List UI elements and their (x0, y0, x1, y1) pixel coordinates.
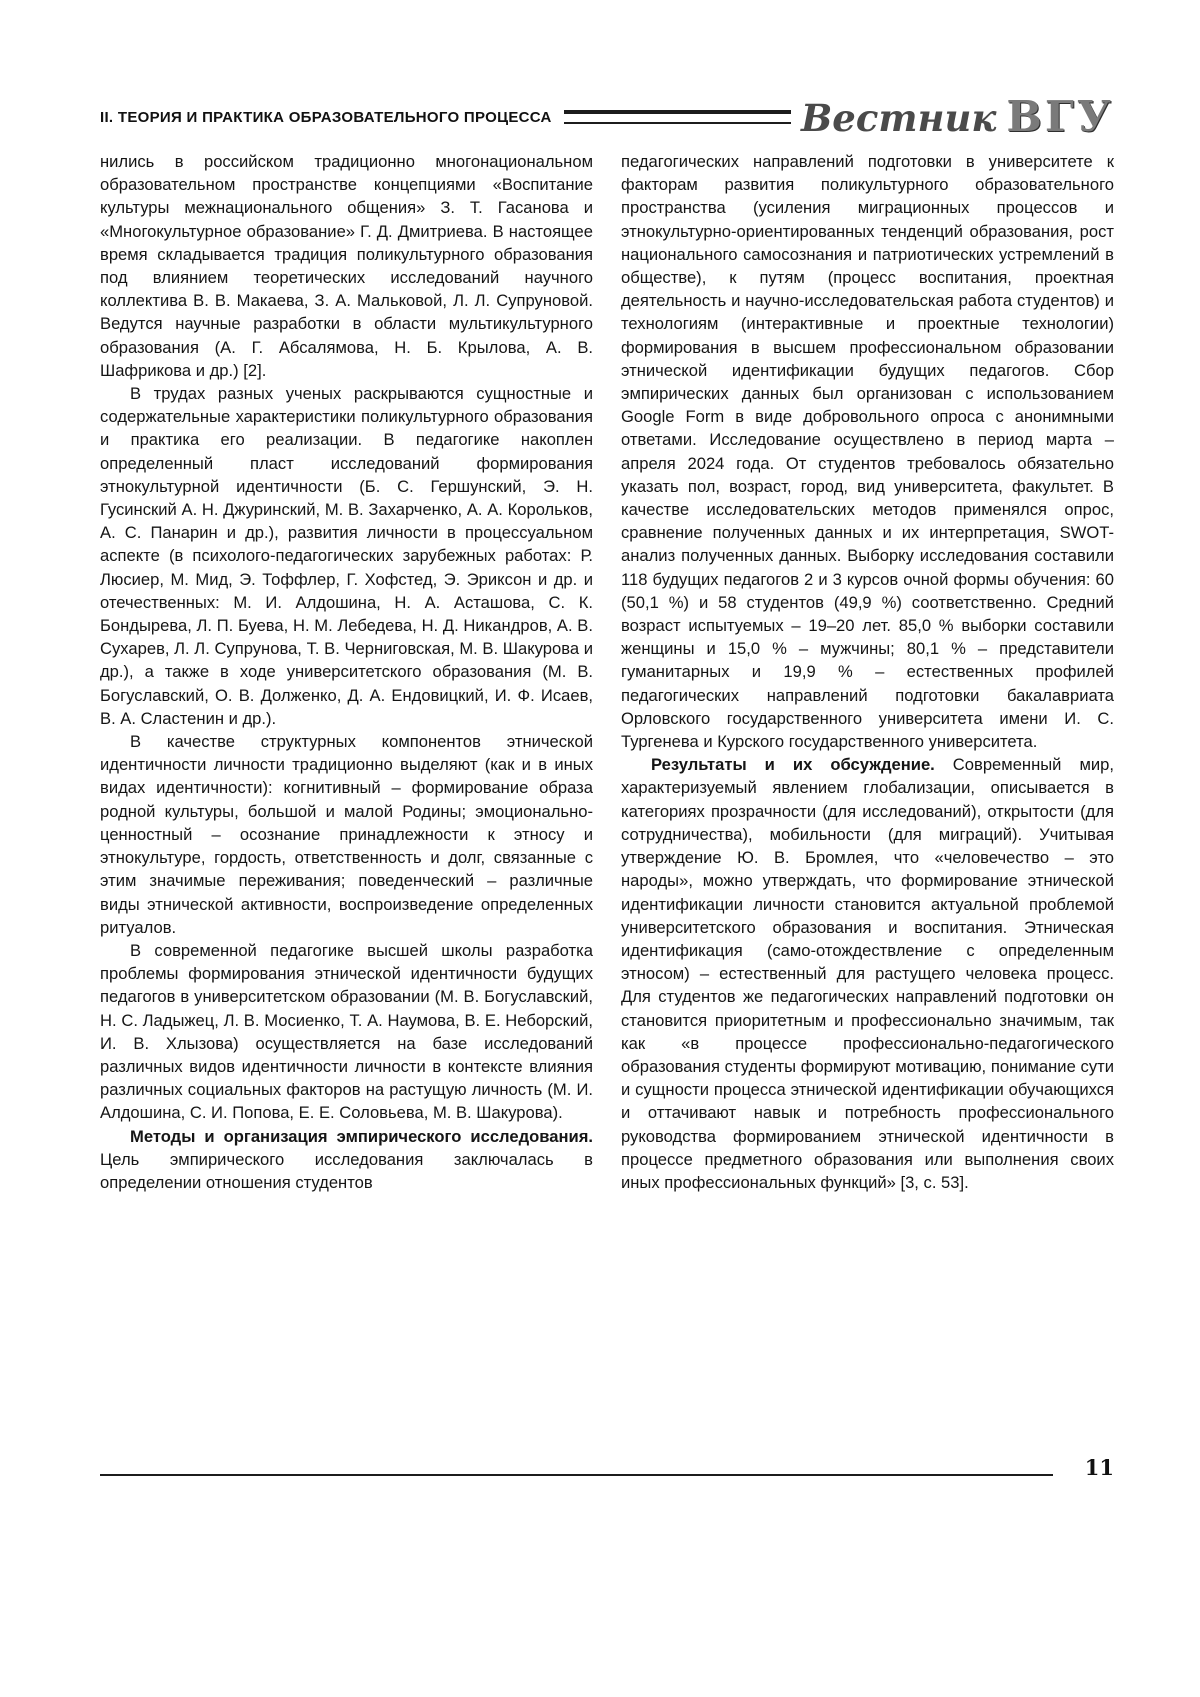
section-title: II. ТЕОРИЯ И ПРАКТИКА ОБРАЗОВАТЕЛЬНОГО ПРОЦЕССА (100, 108, 552, 126)
paragraph (100, 730, 593, 939)
paragraph (100, 382, 593, 730)
paragraph (100, 939, 593, 1125)
journal-logo-word2: ВГУ (1006, 92, 1114, 141)
paragraph-text: В современной педагогике высшей школы разработка проблемы формирования этнической идентичности будущих педагогов в университетском образовании (М. В. Богуславский, Н. С. Ладыжец, Л. В. Мосиенко, Т. А. Наумова, В. Е. Неборский, И. В. Хлызова) осуществляется на базе исследований различных видов идентичности личности в контексте влияния различных социальных факторов на растущую личность (М. И. Алдошина, С. И. Попова, Е. Е. Соловьева, М. В. Шакурова). (100, 940, 593, 1123)
paragraph-text: В качестве структурных компонентов этнической идентичности личности традиционно выделяют (как и в иных видах идентичности): когнитивный – формирование образа родной культуры, большой и малой Родины; эмоционально-ценностный – осознание принадлежности к этносу и этнокультуре, гордость, ответственность и долг, связанные с этим значимые переживания; поведенческий – различные виды этнической активности, воспроизведение определенных ритуалов. (100, 732, 593, 937)
journal-logo (801, 92, 1114, 141)
paragraph (621, 150, 1114, 753)
paragraph-lead-bold: Результаты и их обсуждение. (651, 755, 935, 775)
paragraph (621, 753, 1114, 1194)
paragraph-text: В трудах разных ученых раскрываются сущностные и содержательные характеристики поликультурного образования и практика его реализации. В педагогике накоплен определенный пласт исследований формирования этнокультурной идентичности (Б. С. Гершунский, Э. Н. Гусинский А. Н. Джуринский, М. В. Захарченко, А. А. Корольков, А. С. Панарин и др.), развития личности в процессуальном аспекте (в психолого-педагогических зарубежных работах: Р. Люсиер, М. Мид, Э. Тоффлер, Г. Хофстед, Э. Эриксон и др. и отечественных: М. И. Алдошина, Н. А. Асташова, С. К. Бондырева, Л. П. Буева, Н. М. Лебедева, Н. Д. Никандров, А. В. Сухарев, Л. Л. Супрунова, Т. В. Черниговская, М. В. Шакурова и др.), а также в ходе университетского образования (М. В. Богуславский, О. В. Долженко, Д. А. Ендовицкий, И. Ф. Исаев, В. А. Сластенин и др.). (100, 384, 593, 728)
text-columns (100, 150, 1114, 1194)
left-column (100, 150, 593, 1194)
paragraph-text: нились в российском традиционно многонациональном образовательном пространстве концепциями «Воспитание культуры межнационального общения» З. Т. Гасанова и «Многокультурное образование» Г. Д. Дмитриева. В настоящее время складывается традиция поликультурного образования под влиянием теоретических исследований научного коллектива В. В. Макаева, З. А. Мальковой, Л. Л. Супруновой. Ведутся научные разработки в области мультикультурного образования (А. Г. Абсалямова, Н. Б. Крылова, А. В. Шафрикова и др.) [2]. (100, 152, 593, 380)
page-header (100, 92, 1114, 141)
paragraph (100, 1125, 593, 1195)
page-number: 11 (1084, 1455, 1114, 1480)
header-double-rule (564, 110, 791, 124)
right-column (621, 150, 1114, 1194)
paragraph-text: педагогических направлений подготовки в университете к факторам развития поликультурного образовательного пространства (усиления миграционных процессов и этнокультурно-ориентированных тенденций образования, рост национального самосознания и патриотических устремлений в обществе), к путям (процесс воспитания, проектная деятельность и научно-исследовательская работа студентов) и технологиям (интерактивные и проектные технологии) формирования в высшем профессиональном образовании этнической идентификации будущих педагогов. Сбор эмпирических данных был организован с использованием Google Form в виде добровольного опроса с анонимными ответами. Исследование осуществлено в период марта – апреля 2024 года. От студентов требовалось обязательно указать пол, возраст, город, вид университета, факультет. В качестве исследовательских методов применялся опрос, сравнение полученных данных и их интерпретация, SWOT-анализ полученных данных. Выборку исследования составили 118 будущих педагогов 2 и 3 курсов очной формы обучения: 60 (50,1 %) и 58 студентов (49,9 %) соответственно. Средний возраст испытуемых – 19–20 лет. 85,0 % выборки составили женщины и 15,0 % – мужчины; 80,1 % – представители гуманитарных и 19,9 % – естественных профилей педагогических направлений подготовки бакалавриата Орловского государственного университета имени И. С. Тургенева и Курского государственного университета. (621, 152, 1114, 752)
page-footer (100, 1455, 1114, 1480)
paragraph (100, 150, 593, 382)
footer-rule (100, 1474, 1053, 1476)
paragraph-lead-bold: Методы и организация эмпирического исследования. (130, 1126, 593, 1146)
paragraph-text: Современный мир, характеризуемый явлением глобализации, описывается в категориях прозрачности (для исследований), открытости (для сотрудничества), мобильности (для миграций). Учитывая утверждение Ю. В. Бромлея, что «человечество – это народы», можно утверждать, что формирование этнической идентификации личности становится актуальной проблемой университетского образования и воспитания. Этническая идентификация (само-отождествление с определенным этносом) – естественный для растущего человека процесс. Для студентов же педагогических направлений подготовки он становится приоритетным и профессионально значимым, так как «в процессе профессионально-педагогического образования студенты формируют мотивацию, понимание сути и сущности процесса этнической идентификации обучающихся и оттачивают навык и потребность профессионального руководства формированием этнической идентичности в процессе предметного образования или выполнения своих иных профессиональных функций» [3, с. 53]. (621, 755, 1114, 1192)
paragraph-text: Цель эмпирического исследования заключалась в определении отношения студентов (100, 1149, 593, 1192)
journal-logo-word1: Вестник (801, 96, 997, 140)
